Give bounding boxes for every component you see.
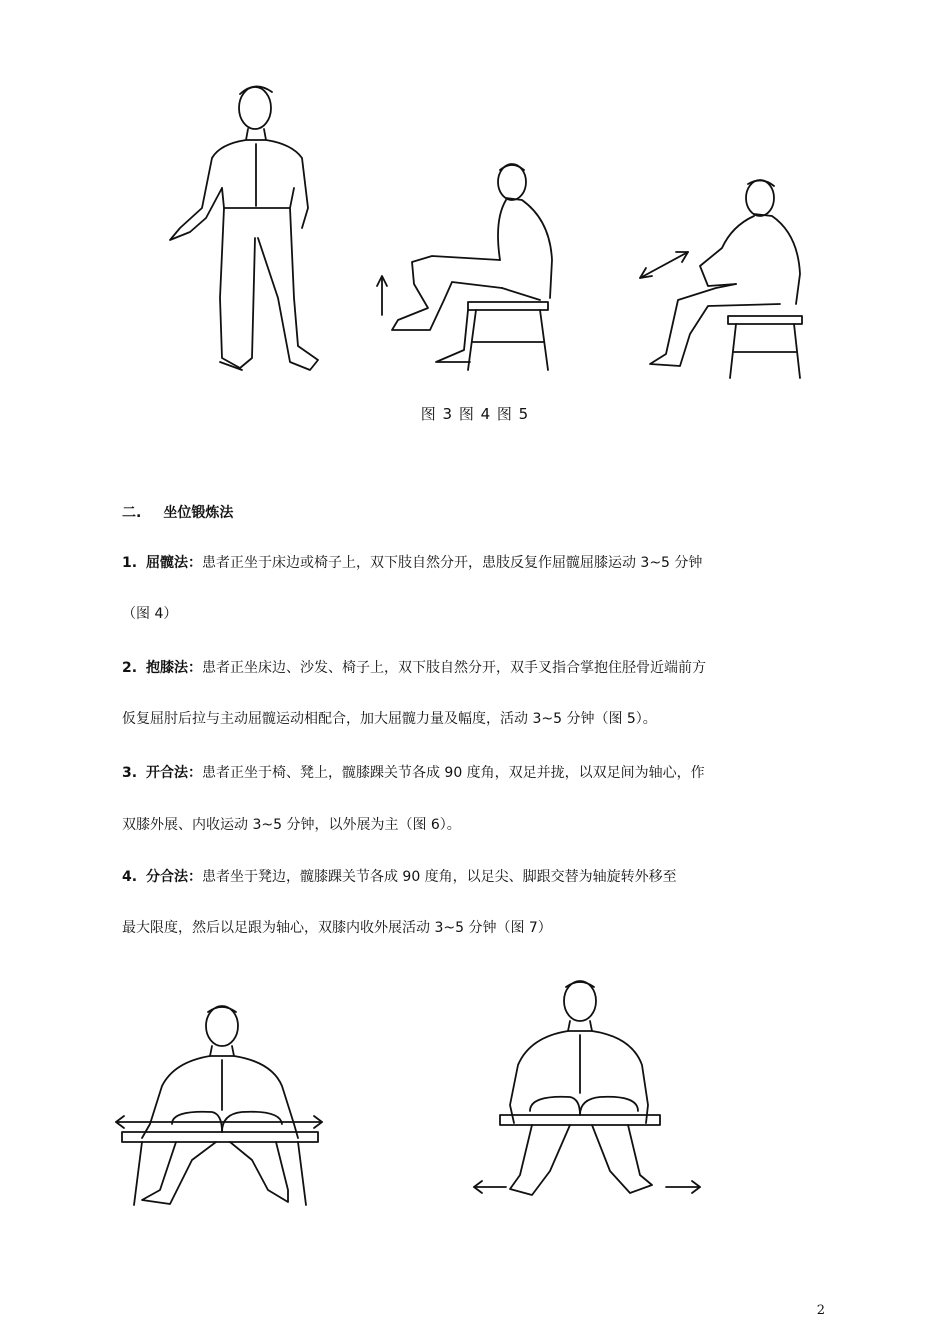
item-2-line-2: 仮复屈肘后拉与主动屈髋运动相配合，加大屈髋力量及幅度，活动 3~5 分钟（图 5）。 (122, 711, 657, 727)
section-heading (122, 502, 233, 522)
item-3-line-1: 3. 开合法：患者正坐于椅、凳上，髋膝踝关节各成 90 度角，双足并拢，以双足间为轴心，作 (122, 765, 705, 781)
item-1-term: 屈髋法 (145, 555, 188, 571)
item-1-text: 患者正坐于床边或椅子上，双下肢自然分开，患肢反复作屈髋屈膝运动 3~5 分钟 (201, 555, 703, 571)
item-1-line-2: （图 4） (122, 606, 178, 622)
item-3-number: 3. (122, 765, 138, 781)
item-2-term: 抱膝法 (145, 660, 188, 676)
item-3-line-2: 双膝外展、内收运动 3~5 分钟，以外展为主（图 6）。 (122, 817, 461, 833)
figure-3-standing (160, 78, 350, 383)
item-4-line-2: 最大限度，然后以足跟为轴心，双膝内收外展活动 3~5 分钟（图 7） (122, 920, 552, 936)
figure-7-seated-feet-apart (470, 975, 705, 1205)
figure-6-seated-knees-open (112, 1000, 327, 1215)
item-2-line-1: 2. 抱膝法：患者正坐床边、沙发、椅子上，双下肢自然分开，双手叉指合掌抱住胫骨近端前方 (122, 660, 706, 676)
item-2-number: 2. (122, 660, 138, 676)
figure-5-seated-knee-hug (636, 176, 816, 381)
item-1-line-1: 1. 屈髋法：患者正坐于床边或椅子上，双下肢自然分开，患肢反复作屈髋屈膝运动 3~5 分钟 (122, 555, 703, 571)
item-3-text: 患者正坐于椅、凳上，髋膝踝关节各成 90 度角，双足并拢，以双足间为轴心，作 (201, 765, 705, 781)
item-3-term: 开合法 (145, 765, 188, 781)
item-1-number: 1. (122, 555, 138, 571)
figure-4-seated-hip-flex (372, 160, 562, 375)
page-number: 2 (816, 1303, 825, 1318)
item-4-text: 患者坐于凳边，髋膝踝关节各成 90 度角，以足尖、脚跟交替为轴旋转外移至 (201, 869, 677, 885)
figure-caption-3-4-5: 图 3 图 4 图 5 (420, 405, 530, 423)
item-2-text: 患者正坐床边、沙发、椅子上，双下肢自然分开，双手叉指合掌抱住胫骨近端前方 (201, 660, 706, 676)
item-4-line-1: 4. 分合法：患者坐于凳边，髋膝踝关节各成 90 度角，以足尖、脚跟交替为轴旋转外移至 (122, 869, 677, 885)
section-title: 坐位锻炼法 (163, 505, 234, 521)
section-number: 二. (122, 505, 142, 521)
item-4-term: 分合法 (145, 869, 188, 885)
item-4-number: 4. (122, 869, 138, 885)
